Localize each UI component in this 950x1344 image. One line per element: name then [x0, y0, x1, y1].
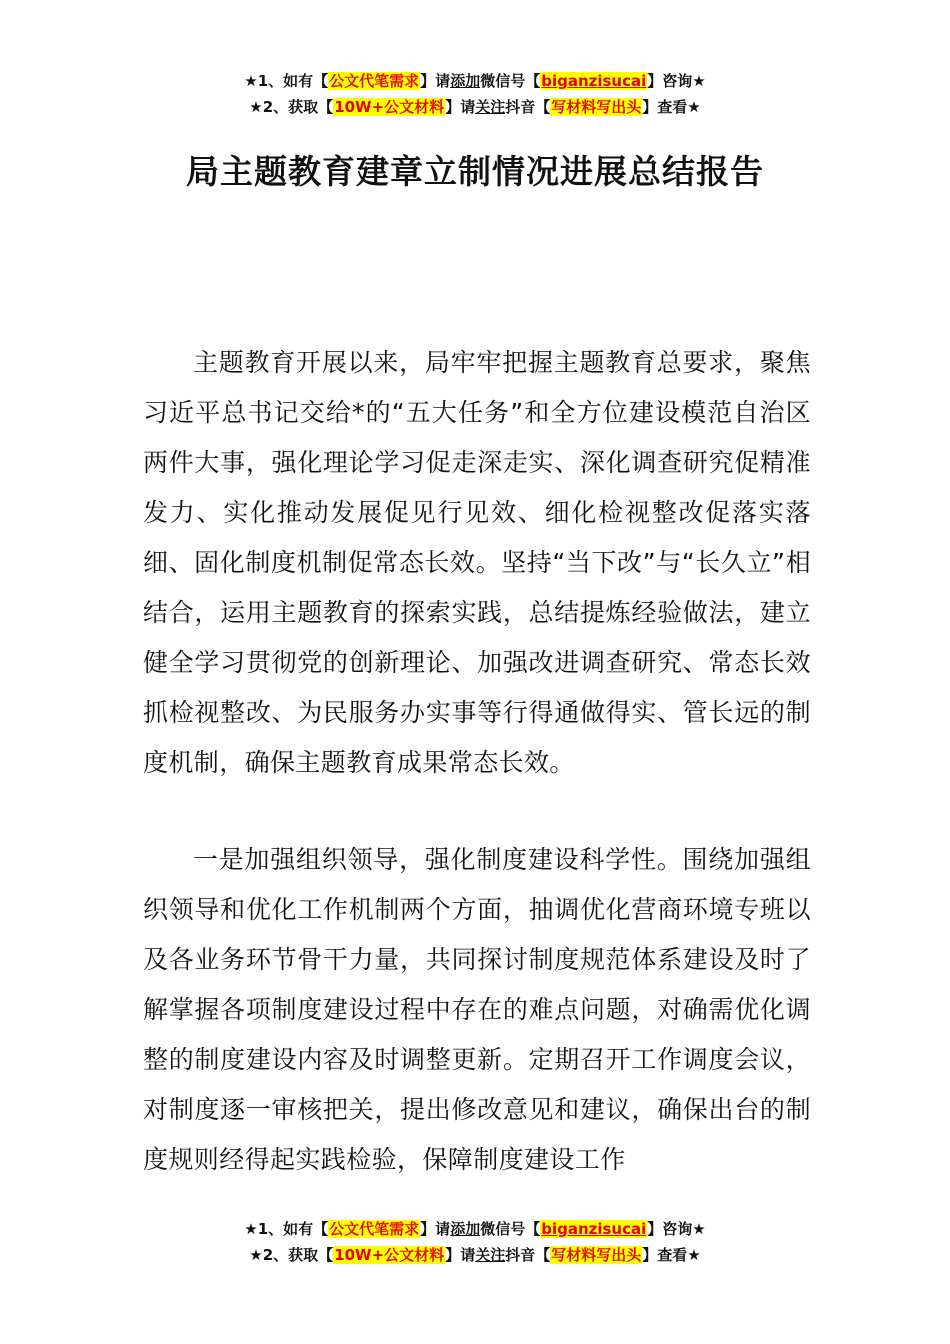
banner-text: 】查看★: [642, 1246, 701, 1264]
banner-emphasis: 添加: [450, 72, 481, 90]
banner-emphasis: 关注: [475, 1246, 506, 1264]
banner-text: 抖音【: [505, 98, 551, 116]
highlight-materials: 10W+公文材料: [334, 1246, 445, 1264]
banner-emphasis: 添加: [450, 1220, 481, 1238]
document-title: 局主题教育建章立制情况进展总结报告: [186, 152, 764, 191]
banner-text: 】请: [420, 72, 451, 90]
banner-text: ★1、如有【: [244, 72, 329, 90]
highlight-douyin-account: 写材料写出头: [551, 98, 642, 116]
highlight-douyin-account: 写材料写出头: [551, 1246, 642, 1264]
highlight-materials: 10W+公文材料: [334, 98, 445, 116]
banner-line-2: [0, 1242, 950, 1268]
banner-text: 】查看★: [642, 98, 701, 116]
highlight-wechat-id: biganzisucai: [541, 1220, 647, 1238]
banner-line-1: [0, 68, 950, 94]
banner-line-1: [0, 1216, 950, 1242]
banner-text: ★2、获取【: [249, 98, 334, 116]
paragraph-point-one: 一是加强组织领导，强化制度建设科学性。围绕加强组织领导和优化工作机制两个方面，抽调优化营商环境专班以及各业务环节骨干力量，共同探讨制度规范体系建设及时了解掌握各项制度建设过程中存在的难点问题，对确需优化调整的制度建设内容及时调整更新。定期召开工作调度会议，对制度逐一审核把关，提出修改意见和建议，确保出台的制度规则经得起实践检验，保障制度建设工作: [143, 845, 811, 1174]
paragraph-intro: 主题教育开展以来，局牢牢把握主题教育总要求，聚焦习近平总书记交给*的“五大任务”和全方位建设模范自治区两件大事，强化理论学习促走深走实、深化调查研究促精准发力、实化推动发展促见行见效、细化检视整改促落实落细、固化制度机制促常态长效。坚持“当下改”与“长久立”相结合，运用主题教育的探索实践，总结提炼经验做法，建立健全学习贯彻党的创新理论、加强改进调查研究、常态长效抓检视整改、为民服务办实事等行得通做得实、管长远的制度机制，确保主题教育成果常态长效。: [143, 348, 811, 777]
banner-text: 抖音【: [505, 1246, 551, 1264]
footer-banner: [0, 1216, 950, 1268]
banner-text: 微信号【: [480, 1220, 541, 1238]
banner-text: 】咨询★: [647, 72, 706, 90]
banner-line-2: [0, 94, 950, 120]
highlight-service: 公文代笔需求: [329, 72, 420, 90]
header-banner: [0, 68, 950, 120]
banner-text: 微信号【: [480, 72, 541, 90]
banner-text: ★1、如有【: [244, 1220, 329, 1238]
banner-text: 】请: [445, 1246, 476, 1264]
banner-emphasis: 关注: [475, 98, 506, 116]
highlight-service: 公文代笔需求: [329, 1220, 420, 1238]
banner-text: 】咨询★: [647, 1220, 706, 1238]
banner-text: ★2、获取【: [249, 1246, 334, 1264]
banner-text: 】请: [445, 98, 476, 116]
banner-text: 】请: [420, 1220, 451, 1238]
highlight-wechat-id: biganzisucai: [541, 72, 647, 90]
